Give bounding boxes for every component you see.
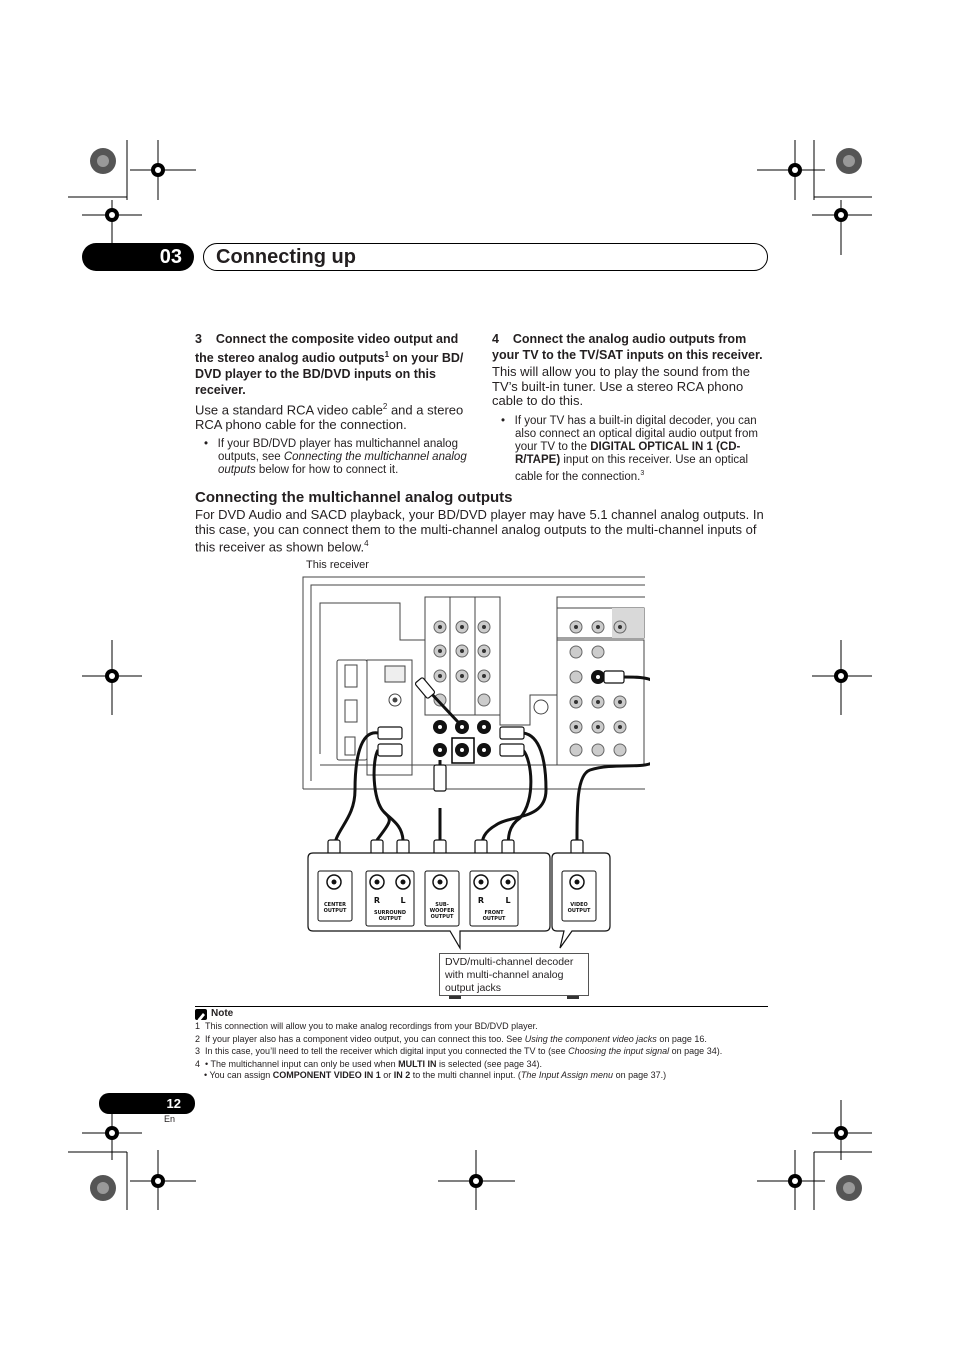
step-4-heading: 4 Connect the analog audio outputs from your TV to the TV/SAT inputs on this receiver. — [492, 332, 763, 362]
video-output-label-1: VIDEO — [570, 902, 588, 908]
chapter-number: 03 — [82, 243, 194, 271]
page-number: 12 — [99, 1093, 195, 1114]
step-4-bullet: • If your TV has a built-in digital decoder, you can also connect an optical digital audio output from your TV to the DIGITAL OPTICAL IN 1 (CD-R/TAPE) input on this receiver. Use an optical cable for the connection.$^3$ — [501, 414, 758, 483]
video-output-label-2: OUTPUT — [567, 908, 591, 914]
surround-output-label-1: SURROUND — [373, 910, 407, 916]
front-l-label: L — [505, 896, 511, 905]
subwoofer-output-label-2: WOOFER — [429, 908, 455, 914]
surround-r-label: R — [373, 896, 381, 905]
front-output-label-2: OUTPUT — [482, 916, 506, 922]
note-4b: • You can assign COMPONENT VIDEO IN 1 or IN 2 to the multi channel input. (The Input Assign menu on page 37.) — [204, 1070, 667, 1080]
step-3-heading: 3 Connect the composite video output and the stereo analog audio outputs$^1$ on your BD/ DVD player to the BD/DVD inputs on this receiver. — [195, 332, 464, 398]
section-body: For DVD Audio and SACD playback, your BD/DVD player may have 5.1 channel analog outputs. In this case, you can connect them to the multi-channel analog outputs to the multi-channel inputs of this receiver as shown below.$^4$ — [195, 507, 764, 555]
subwoofer-output-label-1: SUB- — [435, 902, 449, 908]
connection-diagram — [295, 570, 650, 955]
note-4a: 4 • The multichannel input can only be used when MULTI IN is selected (see page 34). — [195, 1059, 543, 1069]
step-3-body: Use a standard RCA video cable$^2$ and a stereo RCA phono cable for the connection. — [195, 402, 464, 432]
section-heading: Connecting the multichannel analog outputs — [195, 489, 513, 506]
front-output-label-1: FRONT — [484, 910, 504, 916]
note-3: 3 In this case, you’ll need to tell the receiver which digital input you connected the TV to (see Choosing the input signal on page 34). — [195, 1046, 723, 1056]
step-3 — [195, 331, 475, 477]
surround-output-label-2: OUTPUT — [378, 916, 402, 922]
step-4 — [492, 331, 768, 483]
center-output-label-2: OUTPUT — [323, 908, 347, 914]
page-language: En — [164, 1114, 176, 1124]
notes-rule — [195, 1006, 768, 1007]
note-icon — [195, 1009, 207, 1020]
note-1: 1 This connection will allow you to make analog recordings from your BD/DVD player. — [195, 1021, 538, 1031]
notes-title: Note — [211, 1008, 234, 1019]
front-r-label: R — [477, 896, 485, 905]
caption-feet — [449, 996, 579, 999]
note-2: 2 If your player also has a component video output, you can connect this too. See Using the component video jacks on page 16. — [195, 1034, 707, 1044]
receiver-label: This receiver — [306, 559, 369, 571]
surround-l-label: L — [400, 896, 406, 905]
step-4-body: This will allow you to play the sound from the TV’s built-in tuner. Use a stereo RCA phono cable to do this. — [492, 364, 750, 408]
subwoofer-output-label-3: OUTPUT — [430, 914, 454, 920]
center-output-label-1: CENTER — [324, 902, 346, 908]
chapter-title: Connecting up — [216, 246, 356, 268]
diagram-caption: DVD/multi-channel decoder with multi-channel analog output jacks — [439, 953, 589, 996]
step-3-bullet: • If your BD/DVD player has multichannel analog outputs, see Connecting the multichannel analog outputs below for how to connect it. — [204, 438, 467, 477]
